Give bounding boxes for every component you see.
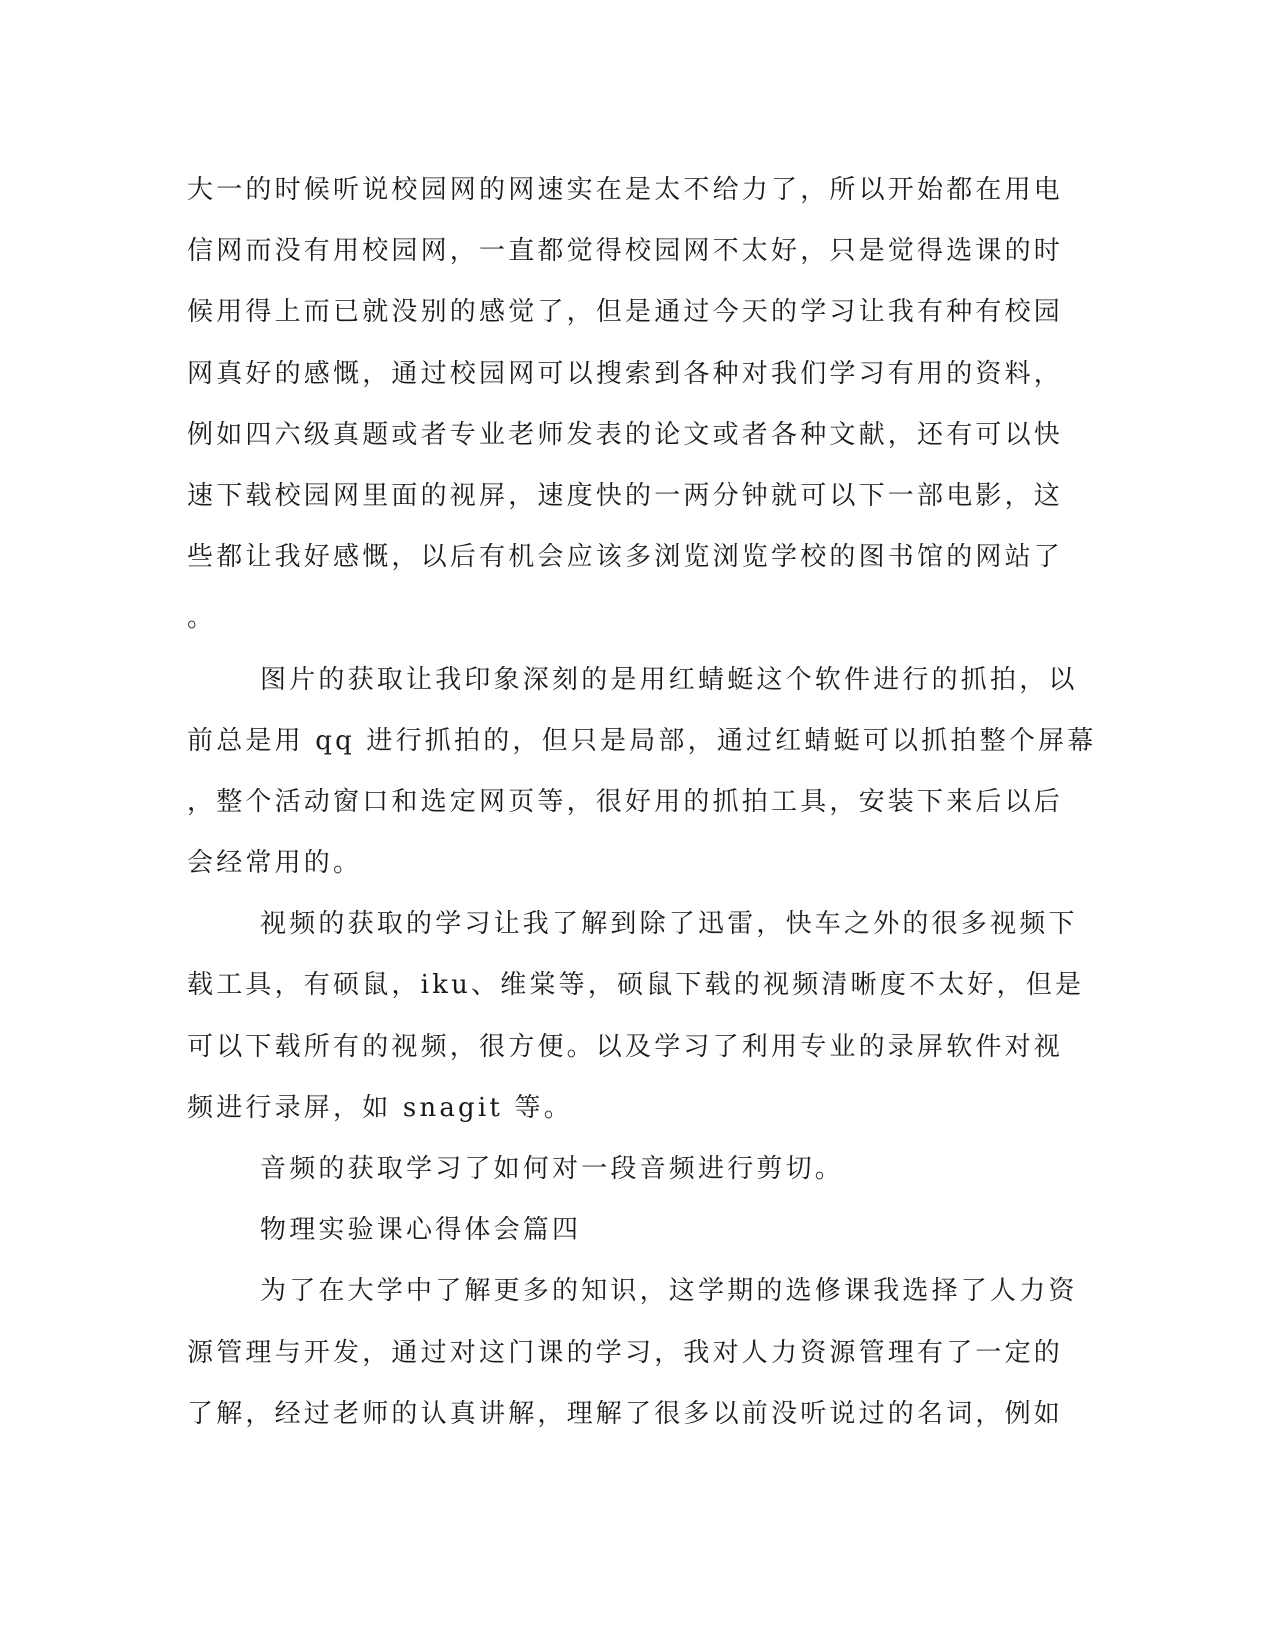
text-line: 。 <box>187 603 217 634</box>
text-line: 例如四六级真题或者专业老师发表的论文或者各种文献，还有可以快 <box>187 419 1064 450</box>
text-line: ，整个活动窗口和选定网页等，很好用的抓拍工具，安装下来后以后 <box>187 786 1064 817</box>
section-heading: 物理实验课心得体会篇四 <box>260 1215 582 1246</box>
text-line: 网真好的感慨，通过校园网可以搜索到各种对我们学习有用的资料， <box>187 358 1064 389</box>
paragraph-start-line: 视频的获取的学习让我了解到除了迅雷，快车之外的很多视频下 <box>260 909 1078 940</box>
paragraph-start-line: 为了在大学中了解更多的知识，这学期的选修课我选择了人力资 <box>260 1276 1078 1307</box>
text-line: 速下载校园网里面的视屏，速度快的一两分钟就可以下一部电影，这 <box>187 480 1064 511</box>
text-line: 些都让我好感慨，以后有机会应该多浏览浏览学校的图书馆的网站了 <box>187 542 1064 573</box>
text-line: 大一的时候听说校园网的网速实在是太不给力了，所以开始都在用电 <box>187 175 1064 205</box>
paragraph-start-line: 音频的获取学习了如何对一段音频进行剪切。 <box>260 1154 845 1184</box>
text-line: 可以下载所有的视频，很方便。以及学习了利用专业的录屏软件对视 <box>187 1031 1064 1062</box>
text-line: 载工具，有硕鼠，iku、维棠等，硕鼠下载的视频清晰度不太好，但是 <box>187 970 1085 1001</box>
text-line: 信网而没有用校园网，一直都觉得校园网不太好，只是觉得选课的时 <box>187 236 1064 267</box>
text-line: 频进行录屏，如 snagit 等。 <box>187 1092 573 1123</box>
paragraph-start-line: 图片的获取让我印象深刻的是用红蜻蜓这个软件进行的抓拍，以 <box>260 664 1078 695</box>
text-line: 源管理与开发，通过对这门课的学习，我对人力资源管理有了一定的 <box>187 1337 1064 1368</box>
text-line: 候用得上而已就没别的感觉了，但是通过今天的学习让我有种有校园 <box>187 297 1064 328</box>
body-text <box>187 160 1097 1445</box>
text-line: 前总是用 qq 进行抓拍的，但只是局部，通过红蜻蜓可以抓拍整个屏幕 <box>187 725 1097 756</box>
text-line: 了解，经过老师的认真讲解，理解了很多以前没听说过的名词，例如 <box>187 1398 1064 1429</box>
text-line: 会经常用的。 <box>187 848 363 879</box>
